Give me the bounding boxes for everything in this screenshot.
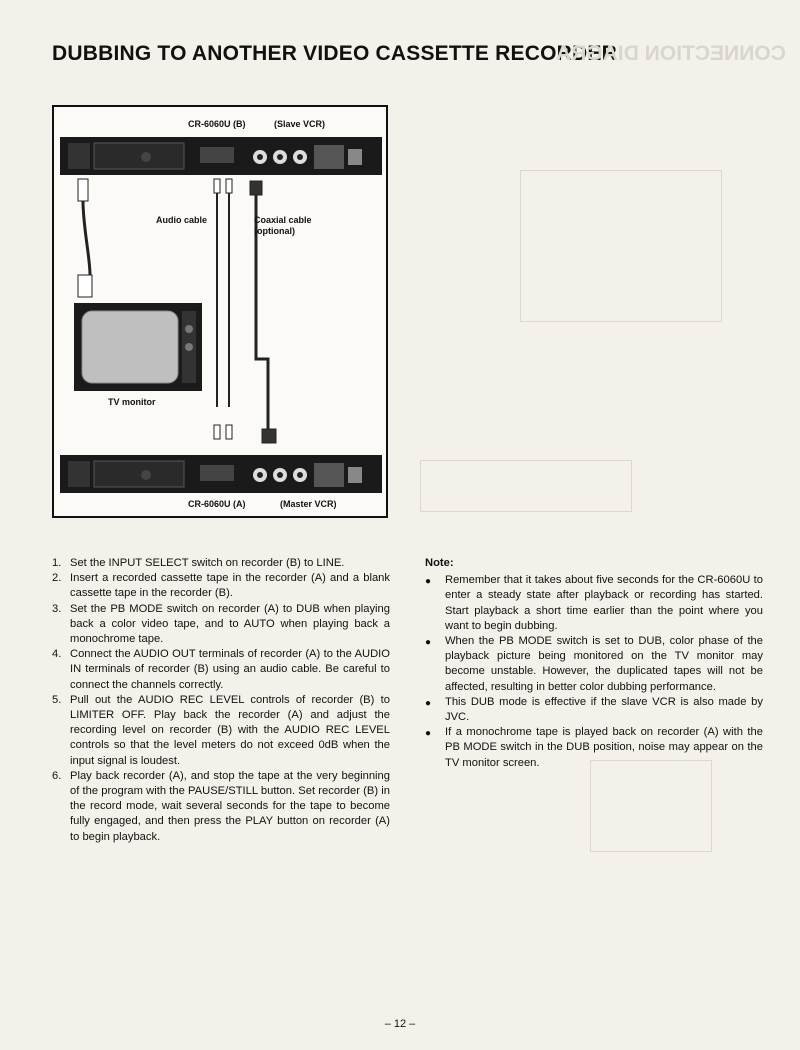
step-item: 1. Set the INPUT SELECT switch on recorder (B) to LINE. bbox=[52, 557, 345, 569]
slave-vcr-panel bbox=[60, 137, 382, 175]
diagram-illustration bbox=[54, 107, 386, 516]
bleed-through-heading: CONNECTION DIAGRA bbox=[556, 42, 786, 65]
step-item: 6. Play back recorder (A), and stop the tape at the very beginning of the program with the PAUSE/STILL button. Set recorder (B) in the record mode, wait several seconds for the tape to become fully engaged, and then press the PLAY button on recorder (A) to begin playback. bbox=[52, 769, 390, 843]
page-number: – 12 – bbox=[384, 1018, 416, 1030]
connection-diagram bbox=[52, 105, 388, 518]
audio-plugs-bottom bbox=[214, 425, 232, 439]
master-vcr-panel bbox=[60, 455, 382, 493]
slave-vcr-model: CR-6060U (B) bbox=[188, 119, 246, 129]
note-item: ● If a monochrome tape is played back on recorder (A) with the PB MODE switch in the DUB position, noise may appear on the TV monitor screen. bbox=[425, 725, 763, 771]
audio-cable-line bbox=[217, 193, 229, 407]
step-item: 3. Set the PB MODE switch on recorder (A) to DUB when playing back a color video tape, and to AUTO when playing back a monochrome tape. bbox=[52, 602, 390, 646]
bullet-icon: ● bbox=[425, 637, 432, 649]
master-vcr-model: CR-6060U (A) bbox=[188, 499, 246, 509]
master-vcr-role: (Master VCR) bbox=[280, 499, 337, 509]
slave-vcr-role: (Slave VCR) bbox=[274, 119, 326, 129]
coaxial-cable-label: Coaxial cable (optional) bbox=[254, 215, 312, 236]
step-item: 5. Pull out the AUDIO REC LEVEL controls of recorder (B) to LIMITER OFF. Play back the recorder (A) and adjust the recording level on recorder (B) with the AUDIO REC LEVEL controls so that the level meters do not exceed 0dB when the input signal is loudest. bbox=[52, 693, 390, 767]
page-title: DUBBING TO ANOTHER VIDEO CASSETTE RECORDER bbox=[52, 42, 617, 65]
note-item: ● This DUB mode is effective if the slave VCR is also made by JVC. bbox=[425, 695, 763, 725]
notes-list bbox=[425, 573, 763, 771]
bullet-icon: ● bbox=[425, 728, 432, 740]
note-item: ● Remember that it takes about five seconds for the CR-6060U to enter a steady state after playback or recording has started. Start playback a short time earlier than the point where you want to begin dubbing. bbox=[425, 573, 763, 634]
procedure-steps bbox=[52, 556, 390, 845]
tv-monitor bbox=[74, 303, 202, 391]
bullet-icon: ● bbox=[425, 576, 432, 588]
bullet-icon: ● bbox=[425, 697, 432, 709]
audio-cable-label: Audio cable bbox=[156, 215, 208, 225]
power-cord bbox=[78, 179, 92, 297]
show-through-shape bbox=[590, 760, 712, 852]
note-item: ● When the PB MODE switch is set to DUB, color phase of the playback picture being monitored on the TV monitor may become unstable. However, the duplicated tapes will not be affected, resulting in better color dubbing performance. bbox=[425, 634, 763, 695]
show-through-shape bbox=[420, 460, 632, 512]
coax-plug-top bbox=[250, 181, 262, 195]
notes-heading: Note: bbox=[425, 557, 454, 569]
step-item: 4. Connect the AUDIO OUT terminals of recorder (A) to the AUDIO IN terminals of recorder (B) using an audio cable. Be careful to connect the channels correctly. bbox=[52, 648, 390, 691]
notes-section bbox=[425, 556, 763, 771]
step-item: 2. Insert a recorded cassette tape in the recorder (A) and a blank cassette tape in the recorder (B). bbox=[52, 572, 390, 600]
audio-plugs-top bbox=[214, 179, 232, 193]
tv-monitor-label: TV monitor bbox=[108, 397, 156, 407]
show-through-shape bbox=[520, 170, 722, 322]
coax-plug-bottom bbox=[262, 429, 276, 443]
